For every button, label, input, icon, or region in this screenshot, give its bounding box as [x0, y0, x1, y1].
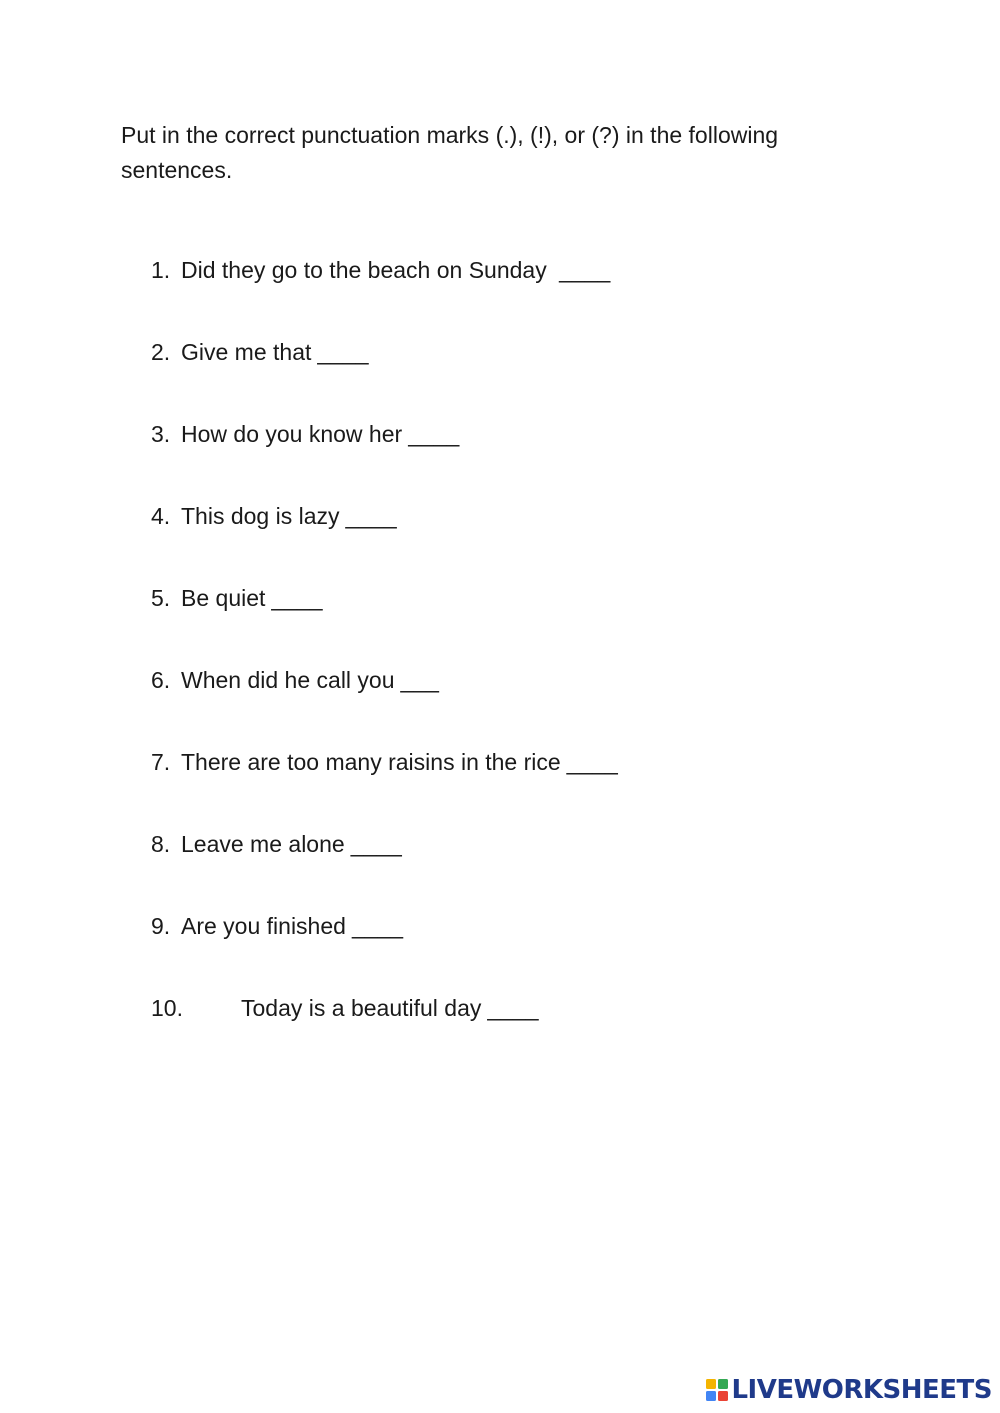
answer-blank[interactable]: ____ — [351, 913, 404, 939]
question-text: Be quiet — [181, 585, 266, 611]
question-number: 4. — [151, 503, 171, 529]
instructions: Put in the correct punctuation marks (.), (!), or (?) in the following sentences. — [121, 122, 779, 183]
question-item — [151, 250, 618, 332]
answer-blank[interactable]: ___ — [400, 667, 439, 693]
answer-blank[interactable]: ____ — [271, 585, 323, 611]
brand-name: LIVEWORKSHEETS — [731, 1375, 992, 1405]
question-number: 3. — [151, 421, 171, 447]
question-text: Leave me alone — [181, 831, 345, 857]
question-item — [151, 496, 618, 578]
liveworksheets-logo — [706, 1373, 992, 1407]
question-text: When did he call you — [181, 667, 395, 693]
question-item — [151, 906, 618, 988]
question-text: Today is a beautiful day — [241, 995, 482, 1021]
question-item — [151, 824, 618, 906]
liveworksheets-logo-icon — [706, 1379, 728, 1401]
answer-blank[interactable]: ____ — [345, 503, 397, 529]
question-list — [151, 250, 618, 1070]
question-text: How do you know her — [181, 421, 403, 447]
question-number: 10. — [151, 995, 183, 1021]
answer-blank[interactable]: ____ — [566, 749, 618, 775]
question-number: 5. — [151, 585, 171, 611]
question-text: Did they go to the beach on Sunday — [181, 257, 554, 283]
question-item — [151, 332, 618, 414]
question-text: This dog is lazy — [181, 503, 340, 529]
answer-blank[interactable]: ____ — [317, 339, 369, 365]
question-item — [151, 578, 618, 660]
question-number: 8. — [151, 831, 171, 857]
question-item — [151, 660, 618, 742]
question-text: Give me that — [181, 339, 312, 365]
question-number: 6. — [151, 667, 171, 693]
question-number: 1. — [151, 257, 171, 283]
question-number: 7. — [151, 749, 171, 775]
answer-blank[interactable]: ____ — [559, 257, 611, 283]
question-number: 2. — [151, 339, 171, 365]
question-item — [151, 414, 618, 496]
answer-blank[interactable]: ____ — [350, 831, 402, 857]
answer-blank[interactable]: ____ — [487, 995, 539, 1021]
question-number: 9. — [151, 913, 171, 939]
question-text: There are too many raisins in the rice — [181, 749, 561, 775]
question-item — [151, 988, 618, 1070]
answer-blank[interactable]: ____ — [408, 421, 460, 447]
question-text: Are you finished — [181, 913, 346, 939]
question-item — [151, 742, 618, 824]
